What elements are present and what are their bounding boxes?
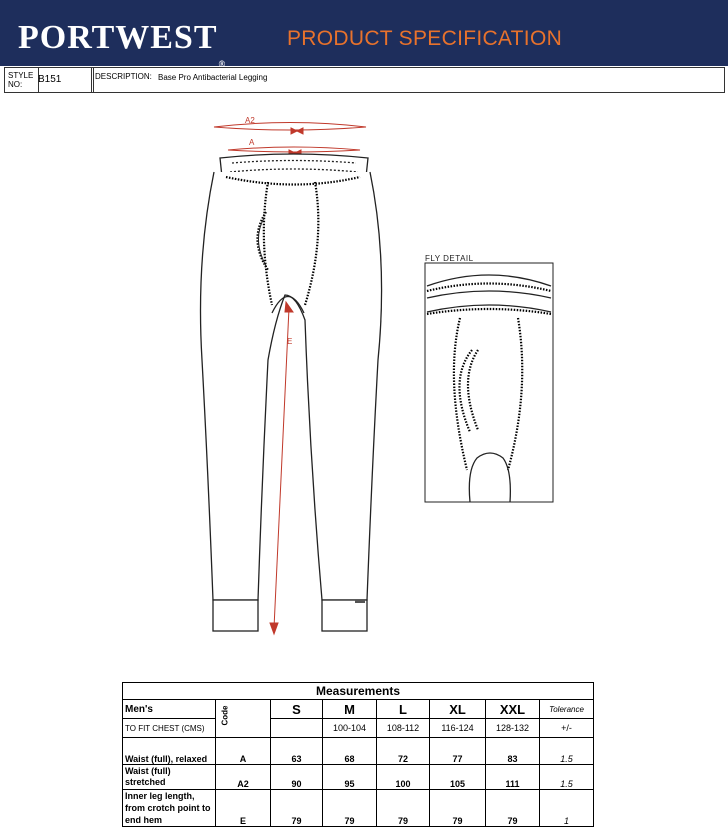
e-measure-line bbox=[270, 302, 293, 634]
row-value: 68 bbox=[323, 738, 377, 765]
fly-detail-panel bbox=[425, 263, 553, 502]
row-value: 77 bbox=[430, 738, 486, 765]
row-value: 83 bbox=[486, 738, 540, 765]
row-tolerance: 1.5 bbox=[540, 738, 594, 765]
row-value: 111 bbox=[486, 765, 540, 790]
page-title: PRODUCT SPECIFICATION bbox=[287, 27, 563, 50]
tolerance-sub: +/- bbox=[540, 719, 594, 738]
row-value: 79 bbox=[486, 790, 540, 827]
size-l: L bbox=[377, 700, 430, 719]
fly-detail-label: FLY DETAIL bbox=[425, 254, 474, 263]
row-code: A2 bbox=[216, 765, 271, 790]
chest-xxl: 128-132 bbox=[486, 719, 540, 738]
row-value: 100 bbox=[377, 765, 430, 790]
chest-s bbox=[271, 719, 323, 738]
row-value: 63 bbox=[271, 738, 323, 765]
row-tolerance: 1.5 bbox=[540, 765, 594, 790]
label-a2: A2 bbox=[245, 116, 255, 125]
row-label: Inner leg length, from crotch point to end hem bbox=[123, 790, 216, 827]
table-row bbox=[123, 738, 594, 765]
style-value: B151 bbox=[38, 74, 62, 85]
a2-measure-line bbox=[214, 123, 366, 135]
code-header: Code bbox=[216, 700, 271, 738]
tolerance-header: Tolerance bbox=[540, 700, 594, 719]
row-value: 79 bbox=[323, 790, 377, 827]
measurements-table bbox=[122, 682, 594, 827]
measurements-title: Measurements bbox=[123, 683, 594, 700]
row-code: E bbox=[216, 790, 271, 827]
chest-xl: 116-124 bbox=[430, 719, 486, 738]
row-code: A bbox=[216, 738, 271, 765]
style-label: STYLE NO: bbox=[8, 71, 34, 89]
row-value: 105 bbox=[430, 765, 486, 790]
size-s: S bbox=[271, 700, 323, 719]
label-e: E bbox=[287, 337, 293, 346]
row-value: 79 bbox=[377, 790, 430, 827]
description-value: Base Pro Antibacterial Legging bbox=[158, 73, 268, 82]
chest-m: 100-104 bbox=[323, 719, 377, 738]
row-tolerance: 1 bbox=[540, 790, 594, 827]
description-label: DESCRIPTION: bbox=[95, 72, 152, 81]
fit-chest-label: TO FIT CHEST (CMS) bbox=[123, 719, 216, 738]
row-label: Waist (full), relaxed bbox=[123, 738, 216, 765]
label-a: A bbox=[249, 138, 255, 147]
row-value: 90 bbox=[271, 765, 323, 790]
chest-l: 108-112 bbox=[377, 719, 430, 738]
brand-logo: PORTWEST® bbox=[18, 19, 227, 69]
row-label: Waist (full) stretched bbox=[123, 765, 216, 790]
row-value: 79 bbox=[430, 790, 486, 827]
registered-mark: ® bbox=[218, 59, 227, 69]
row-value: 95 bbox=[323, 765, 377, 790]
size-xxl: XXL bbox=[486, 700, 540, 719]
gender-label: Men's bbox=[123, 700, 216, 719]
row-value: 72 bbox=[377, 738, 430, 765]
row-value: 79 bbox=[271, 790, 323, 827]
legging-outline bbox=[201, 154, 382, 631]
table-row bbox=[123, 790, 594, 827]
size-m: M bbox=[323, 700, 377, 719]
size-xl: XL bbox=[430, 700, 486, 719]
table-row bbox=[123, 765, 594, 790]
